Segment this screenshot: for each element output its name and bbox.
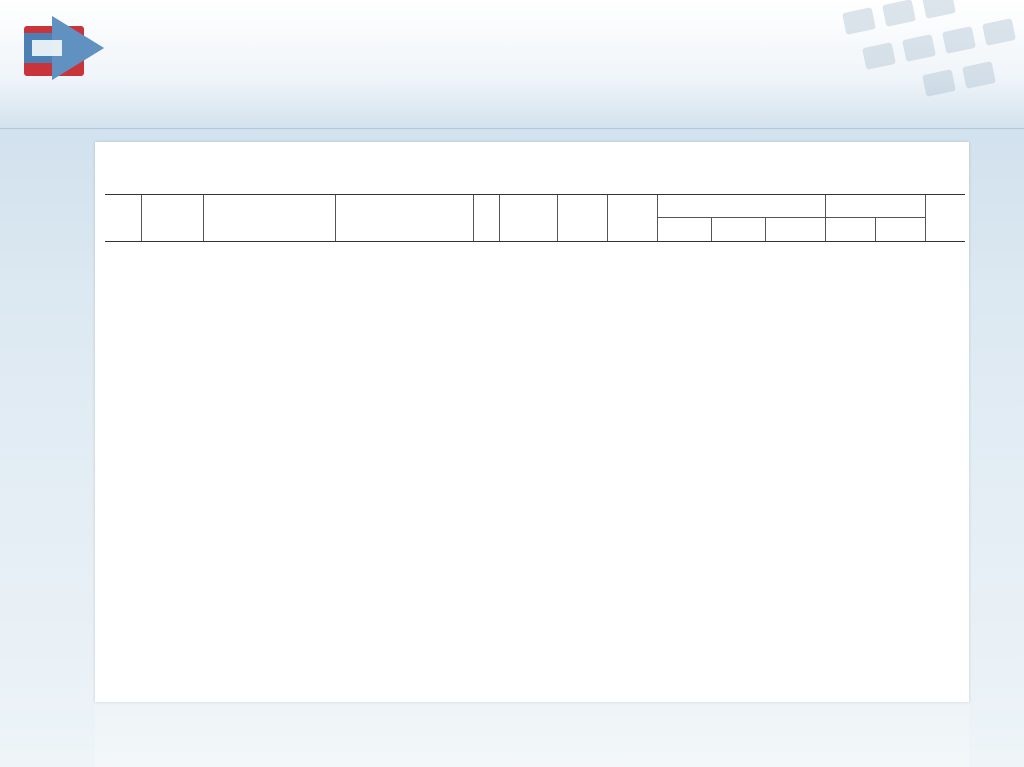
col-address bbox=[335, 195, 473, 241]
report-heading bbox=[137, 151, 163, 162]
col-accrued-lgota bbox=[711, 217, 765, 241]
summary-row bbox=[105, 255, 965, 267]
col-paid-subsidy bbox=[875, 217, 925, 241]
col-num bbox=[105, 195, 141, 241]
col-saldo-peni bbox=[607, 195, 657, 241]
debtors-report-sheet bbox=[95, 142, 969, 702]
col-account bbox=[141, 195, 203, 241]
col-residents bbox=[925, 195, 965, 241]
col-accrued-pay bbox=[657, 217, 711, 241]
col-accrued-group bbox=[657, 195, 825, 217]
sheet-reflection bbox=[95, 702, 969, 767]
col-accrued-recalc bbox=[765, 217, 825, 241]
col-overdue bbox=[499, 195, 557, 241]
table-header bbox=[105, 194, 965, 242]
insoft-logo-icon bbox=[22, 8, 107, 88]
col-paid-total bbox=[825, 217, 875, 241]
keyboard-decoration-icon bbox=[824, 0, 1024, 128]
col-saldo bbox=[557, 195, 607, 241]
col-apt bbox=[473, 195, 499, 241]
report-group-filter bbox=[151, 165, 157, 175]
slide-header bbox=[0, 0, 1024, 129]
col-paid-group bbox=[825, 195, 925, 217]
col-fio bbox=[203, 195, 335, 241]
